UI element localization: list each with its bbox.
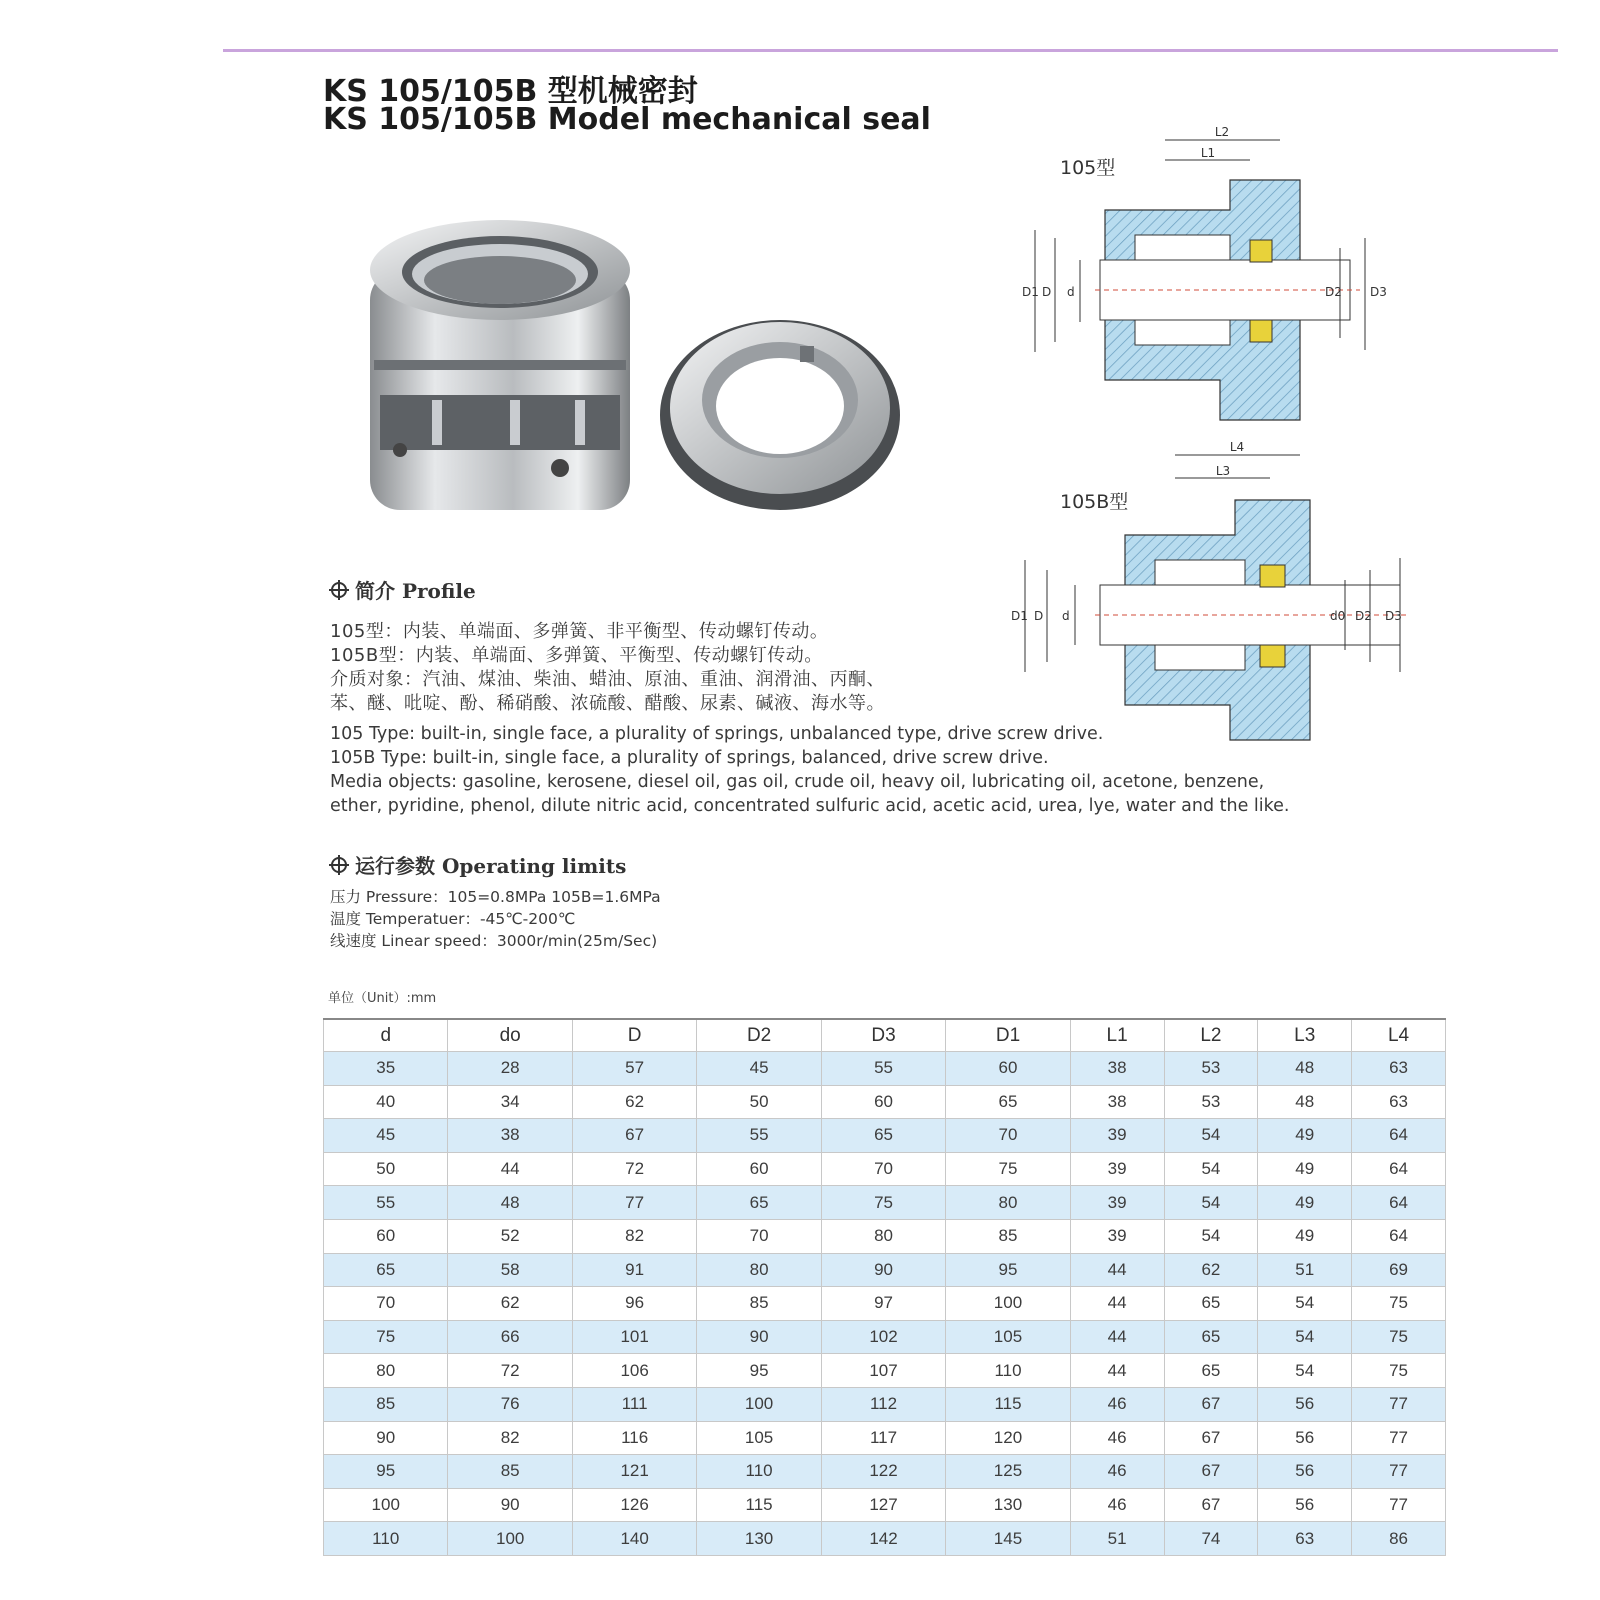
- table-cell: 65: [821, 1119, 945, 1153]
- dim-D3-b: D3: [1385, 609, 1402, 623]
- table-cell: 39: [1070, 1219, 1164, 1253]
- table-cell: 112: [821, 1387, 945, 1421]
- table-cell: 85: [448, 1455, 572, 1489]
- table-cell: 110: [697, 1455, 821, 1489]
- table-row: [324, 1421, 1446, 1455]
- diagram-105b-label: 105B型: [1060, 491, 1129, 513]
- table-cell: 44: [1070, 1253, 1164, 1287]
- diagram-105-label: 105型: [1060, 157, 1116, 179]
- profile-en-line-4: ether, pyridine, phenol, dilute nitric acid, concentrated sulfuric acid, acetic acid, urea, lye, water and the like.: [330, 796, 1290, 816]
- table-cell: 85: [324, 1387, 448, 1421]
- dim-D2-b: D2: [1355, 609, 1372, 623]
- profile-cn-line-2: 105B型：内装、单端面、多弹簧、平衡型、传动螺钉传动。: [330, 645, 823, 666]
- dim-D: D: [1042, 285, 1052, 299]
- table-cell: 77: [1352, 1421, 1446, 1455]
- table-cell: 57: [572, 1052, 696, 1086]
- table-cell: 39: [1070, 1186, 1164, 1220]
- seal-seat-image: [660, 320, 900, 510]
- table-cell: 110: [946, 1354, 1070, 1388]
- table-row: [324, 1522, 1446, 1556]
- table-cell: 44: [448, 1152, 572, 1186]
- table-cell: 38: [448, 1119, 572, 1153]
- table-cell: 130: [946, 1488, 1070, 1522]
- page-title-cn: KS 105/105B 型机械密封: [323, 74, 698, 109]
- product-photo: [360, 210, 920, 540]
- table-cell: 49: [1258, 1186, 1352, 1220]
- table-cell: 102: [821, 1320, 945, 1354]
- table-cell: 48: [1258, 1085, 1352, 1119]
- table-row: [324, 1119, 1446, 1153]
- table-cell: 65: [1164, 1287, 1258, 1321]
- table-cell: 91: [572, 1253, 696, 1287]
- table-cell: 100: [946, 1287, 1070, 1321]
- table-cell: 67: [1164, 1421, 1258, 1455]
- table-cell: 96: [572, 1287, 696, 1321]
- table-cell: 97: [821, 1287, 945, 1321]
- table-cell: 38: [1070, 1052, 1164, 1086]
- dim-L1: L1: [1200, 146, 1216, 160]
- table-cell: 90: [821, 1253, 945, 1287]
- table-cell: 120: [946, 1421, 1070, 1455]
- table-cell: 90: [448, 1488, 572, 1522]
- col-header: L2: [1164, 1019, 1258, 1052]
- table-cell: 125: [946, 1455, 1070, 1489]
- table-cell: 107: [821, 1354, 945, 1388]
- table-cell: 65: [697, 1186, 821, 1220]
- table-cell: 64: [1352, 1119, 1446, 1153]
- table-cell: 145: [946, 1522, 1070, 1556]
- table-cell: 72: [448, 1354, 572, 1388]
- table-cell: 80: [946, 1186, 1070, 1220]
- table-cell: 50: [324, 1152, 448, 1186]
- table-cell: 45: [697, 1052, 821, 1086]
- col-header: d: [324, 1019, 448, 1052]
- profile-cn-line-4: 苯、醚、吡啶、酚、稀硝酸、浓硫酸、醋酸、尿素、碱液、海水等。: [330, 693, 885, 714]
- table-cell: 101: [572, 1320, 696, 1354]
- table-cell: 63: [1352, 1085, 1446, 1119]
- table-row: [324, 1387, 1446, 1421]
- col-header: do: [448, 1019, 572, 1052]
- table-cell: 54: [1164, 1152, 1258, 1186]
- table-row: [324, 1085, 1446, 1119]
- table-cell: 77: [1352, 1488, 1446, 1522]
- table-cell: 60: [324, 1219, 448, 1253]
- table-cell: 95: [697, 1354, 821, 1388]
- table-cell: 55: [324, 1186, 448, 1220]
- table-cell: 75: [1352, 1354, 1446, 1388]
- table-cell: 48: [1258, 1052, 1352, 1086]
- table-cell: 40: [324, 1085, 448, 1119]
- table-cell: 49: [1258, 1152, 1352, 1186]
- table-cell: 85: [946, 1219, 1070, 1253]
- table-row: [324, 1455, 1446, 1489]
- table-cell: 130: [697, 1522, 821, 1556]
- table-cell: 95: [946, 1253, 1070, 1287]
- dim-d: d: [1067, 285, 1075, 299]
- table-cell: 75: [946, 1152, 1070, 1186]
- table-cell: 85: [697, 1287, 821, 1321]
- table-cell: 38: [1070, 1085, 1164, 1119]
- top-rule: [223, 49, 1558, 52]
- table-cell: 45: [324, 1119, 448, 1153]
- table-cell: 70: [821, 1152, 945, 1186]
- table-cell: 51: [1070, 1522, 1164, 1556]
- table-cell: 56: [1258, 1387, 1352, 1421]
- table-cell: 105: [946, 1320, 1070, 1354]
- operating-heading-text: 运行参数 Operating limits: [355, 854, 627, 878]
- table-cell: 86: [1352, 1522, 1446, 1556]
- table-cell: 46: [1070, 1488, 1164, 1522]
- table-cell: 67: [1164, 1455, 1258, 1489]
- unit-note: 单位（Unit）:mm: [328, 991, 437, 1006]
- table-cell: 64: [1352, 1152, 1446, 1186]
- profile-en-line-1: 105 Type: built-in, single face, a plurality of springs, unbalanced type, drive screw drive.: [330, 724, 1104, 744]
- crosshair-icon: [329, 855, 349, 875]
- table-cell: 35: [324, 1052, 448, 1086]
- operating-speed: 线速度 Linear speed：3000r/min(25m/Sec): [330, 932, 658, 950]
- table-cell: 60: [697, 1152, 821, 1186]
- table-cell: 49: [1258, 1119, 1352, 1153]
- table-row: [324, 1488, 1446, 1522]
- table-cell: 111: [572, 1387, 696, 1421]
- col-header: L4: [1352, 1019, 1446, 1052]
- operating-heading: [329, 850, 626, 879]
- table-cell: 54: [1258, 1287, 1352, 1321]
- table-cell: 90: [324, 1421, 448, 1455]
- table-cell: 44: [1070, 1287, 1164, 1321]
- profile-heading: [329, 575, 476, 604]
- col-header: L3: [1258, 1019, 1352, 1052]
- table-cell: 115: [946, 1387, 1070, 1421]
- profile-cn-line-1: 105型：内装、单端面、多弹簧、非平衡型、传动螺钉传动。: [330, 621, 829, 642]
- profile-en-line-2: 105B Type: built-in, single face, a plurality of springs, balanced, drive screw drive.: [330, 748, 1049, 768]
- table-cell: 76: [448, 1387, 572, 1421]
- table-cell: 65: [1164, 1354, 1258, 1388]
- table-cell: 54: [1258, 1320, 1352, 1354]
- table-cell: 69: [1352, 1253, 1446, 1287]
- col-header: D1: [946, 1019, 1070, 1052]
- table-cell: 77: [1352, 1455, 1446, 1489]
- table-cell: 55: [697, 1119, 821, 1153]
- table-cell: 53: [1164, 1085, 1258, 1119]
- table-cell: 28: [448, 1052, 572, 1086]
- table-cell: 126: [572, 1488, 696, 1522]
- dim-D1-b: D1: [1011, 609, 1028, 623]
- spec-table: [323, 1018, 1446, 1556]
- table-row: [324, 1253, 1446, 1287]
- dim-d-b: d: [1062, 609, 1070, 623]
- table-cell: 105: [697, 1421, 821, 1455]
- table-cell: 39: [1070, 1119, 1164, 1153]
- table-cell: 52: [448, 1219, 572, 1253]
- profile-en-line-3: Media objects: gasoline, kerosene, diesel oil, gas oil, crude oil, heavy oil, lubricating oil, acetone, benzene,: [330, 772, 1265, 792]
- table-row: [324, 1287, 1446, 1321]
- table-cell: 54: [1164, 1219, 1258, 1253]
- page-title-en: KS 105/105B Model mechanical seal: [323, 102, 931, 137]
- table-cell: 117: [821, 1421, 945, 1455]
- table-cell: 142: [821, 1522, 945, 1556]
- table-cell: 66: [448, 1320, 572, 1354]
- table-cell: 70: [946, 1119, 1070, 1153]
- table-cell: 77: [1352, 1387, 1446, 1421]
- table-cell: 54: [1164, 1186, 1258, 1220]
- profile-cn-line-3: 介质对象：汽油、煤油、柴油、蜡油、原油、重油、润滑油、丙酮、: [330, 669, 885, 690]
- table-cell: 51: [1258, 1253, 1352, 1287]
- table-cell: 106: [572, 1354, 696, 1388]
- table-cell: 80: [697, 1253, 821, 1287]
- table-cell: 63: [1258, 1522, 1352, 1556]
- table-cell: 64: [1352, 1186, 1446, 1220]
- diagram-105: [1022, 120, 1420, 435]
- table-cell: 56: [1258, 1488, 1352, 1522]
- col-header: L1: [1070, 1019, 1164, 1052]
- table-cell: 140: [572, 1522, 696, 1556]
- table-cell: 49: [1258, 1219, 1352, 1253]
- table-cell: 80: [324, 1354, 448, 1388]
- table-cell: 65: [946, 1085, 1070, 1119]
- table-row: [324, 1320, 1446, 1354]
- table-cell: 127: [821, 1488, 945, 1522]
- table-header-row: [324, 1019, 1446, 1052]
- table-cell: 75: [324, 1320, 448, 1354]
- dim-D2: D2: [1325, 285, 1342, 299]
- seal-body-image: [370, 220, 630, 510]
- operating-pressure: 压力 Pressure：105=0.8MPa 105B=1.6MPa: [330, 888, 661, 906]
- table-cell: 65: [324, 1253, 448, 1287]
- table-cell: 74: [1164, 1522, 1258, 1556]
- table-cell: 67: [1164, 1488, 1258, 1522]
- table-cell: 67: [572, 1119, 696, 1153]
- profile-heading-text: 简介 Profile: [355, 579, 476, 603]
- dim-d0-b: d0: [1330, 609, 1346, 623]
- table-cell: 48: [448, 1186, 572, 1220]
- table-cell: 121: [572, 1455, 696, 1489]
- table-cell: 67: [1164, 1387, 1258, 1421]
- table-cell: 62: [1164, 1253, 1258, 1287]
- table-cell: 39: [1070, 1152, 1164, 1186]
- table-cell: 100: [324, 1488, 448, 1522]
- table-cell: 115: [697, 1488, 821, 1522]
- table-cell: 63: [1352, 1052, 1446, 1086]
- col-header: D3: [821, 1019, 945, 1052]
- table-cell: 95: [324, 1455, 448, 1489]
- table-row: [324, 1219, 1446, 1253]
- crosshair-icon: [329, 580, 349, 600]
- table-cell: 44: [1070, 1354, 1164, 1388]
- table-cell: 53: [1164, 1052, 1258, 1086]
- table-cell: 60: [946, 1052, 1070, 1086]
- table-cell: 75: [821, 1186, 945, 1220]
- table-cell: 56: [1258, 1421, 1352, 1455]
- table-cell: 46: [1070, 1387, 1164, 1421]
- table-cell: 62: [572, 1085, 696, 1119]
- dim-L4: L4: [1229, 440, 1245, 454]
- diagram-105b: [1011, 440, 1445, 770]
- col-header: D2: [697, 1019, 821, 1052]
- page-bottom-edge: [0, 1556, 1600, 1600]
- dim-L2: L2: [1214, 125, 1230, 139]
- table-cell: 64: [1352, 1219, 1446, 1253]
- dim-L3: L3: [1215, 464, 1231, 478]
- table-row: [324, 1052, 1446, 1086]
- table-cell: 55: [821, 1052, 945, 1086]
- table-cell: 100: [448, 1522, 572, 1556]
- table-cell: 72: [572, 1152, 696, 1186]
- table-cell: 46: [1070, 1455, 1164, 1489]
- table-cell: 58: [448, 1253, 572, 1287]
- table-cell: 56: [1258, 1455, 1352, 1489]
- table-cell: 62: [448, 1287, 572, 1321]
- table-cell: 82: [448, 1421, 572, 1455]
- col-header: D: [572, 1019, 696, 1052]
- table-cell: 82: [572, 1219, 696, 1253]
- table-row: [324, 1354, 1446, 1388]
- table-cell: 34: [448, 1085, 572, 1119]
- table-cell: 100: [697, 1387, 821, 1421]
- operating-temperature: 温度 Temperatuer：-45℃-200℃: [330, 910, 576, 928]
- dim-D3: D3: [1370, 285, 1387, 299]
- table-cell: 77: [572, 1186, 696, 1220]
- table-row: [324, 1152, 1446, 1186]
- table-cell: 116: [572, 1421, 696, 1455]
- table-cell: 80: [821, 1219, 945, 1253]
- table-cell: 60: [821, 1085, 945, 1119]
- table-cell: 110: [324, 1522, 448, 1556]
- table-cell: 54: [1258, 1354, 1352, 1388]
- dim-D-b: D: [1034, 609, 1044, 623]
- table-cell: 75: [1352, 1287, 1446, 1321]
- table-cell: 44: [1070, 1320, 1164, 1354]
- table-cell: 50: [697, 1085, 821, 1119]
- table-cell: 90: [697, 1320, 821, 1354]
- table-cell: 122: [821, 1455, 945, 1489]
- table-row: [324, 1186, 1446, 1220]
- table-cell: 46: [1070, 1421, 1164, 1455]
- table-cell: 70: [697, 1219, 821, 1253]
- table-cell: 70: [324, 1287, 448, 1321]
- table-cell: 54: [1164, 1119, 1258, 1153]
- table-cell: 75: [1352, 1320, 1446, 1354]
- table-cell: 65: [1164, 1320, 1258, 1354]
- dim-D1: D1: [1022, 285, 1039, 299]
